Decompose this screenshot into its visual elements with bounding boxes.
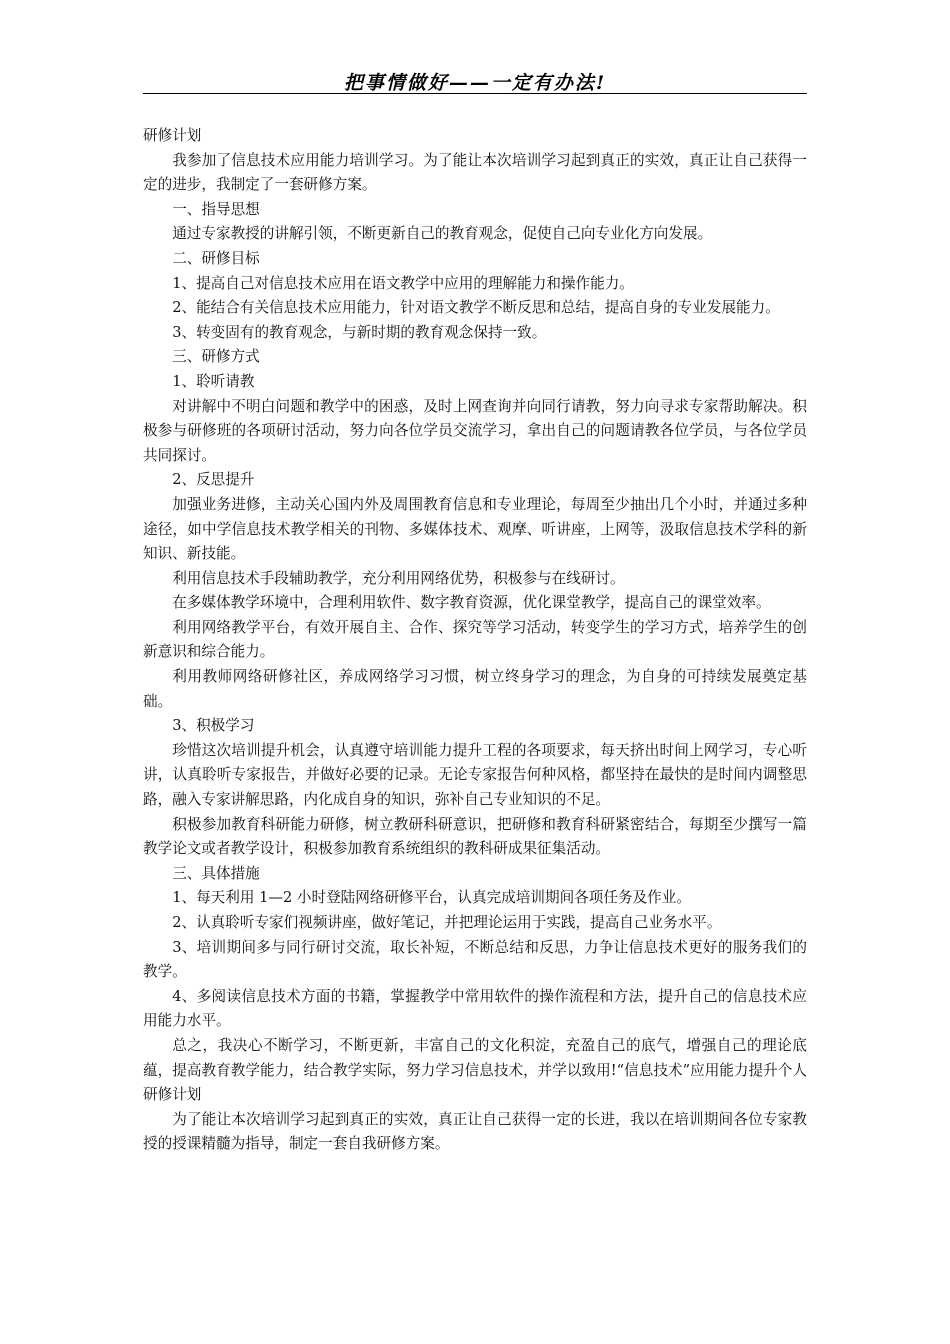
paragraph: 为了能让本次培训学习起到真正的实效，真正让自己获得一定的长进，我以在培训期间各位专家教授的授课精髓为指导，制定一套自我研修方案。 [143, 1110, 807, 1153]
paragraph: 二、研修目标 [172, 249, 260, 267]
paragraph: 2、能结合有关信息技术应用能力，针对语文教学不断反思和总结，提高自身的专业发展能力。 [172, 299, 780, 317]
paragraph: 利用网络教学平台，有效开展自主、合作、探究等学习活动，转变学生的学习方式，培养学生的创新意识和综合能力。 [143, 618, 807, 661]
paragraph: 3、转变固有的教育观念，与新时期的教育观念保持一致。 [172, 323, 547, 341]
document-body [143, 124, 807, 1157]
page-header [143, 60, 807, 94]
paragraph: 在多媒体教学环境中，合理利用软件、数字教育资源，优化课堂教学，提高自己的课堂效率。 [172, 594, 771, 612]
paragraph: 对讲解中不明白问题和教学中的困惑，及时上网查询并向同行请教，努力向寻求专家帮助解决。积极参与研修班的各项研讨活动，努力向各位学员交流学习，拿出自己的问题请教各位学员，与各位学员共同探讨。 [143, 397, 807, 464]
paragraph: 我参加了信息技术应用能力培训学习。为了能让本次培训学习起到真正的实效，真正让自己获得一定的进步，我制定了一套研修方案。 [143, 151, 807, 194]
header-motto: 把事情做好——一定有办法! [343, 72, 607, 94]
paragraph: 3、培训期间多与同行研讨交流，取长补短，不断总结和反思，力争让信息技术更好的服务我们的教学。 [143, 938, 807, 981]
paragraph: 1、聆听请教 [172, 372, 255, 390]
paragraph: 三、具体措施 [172, 864, 260, 882]
paragraph: 利用教师网络研修社区，养成网络学习习惯，树立终身学习的理念，为自身的可持续发展奠定基础。 [143, 668, 807, 710]
paragraph: 通过专家教授的讲解引领，不断更新自己的教育观念，促使自己向专业化方向发展。 [172, 225, 713, 243]
paragraph: 一、指导思想 [172, 200, 260, 218]
paragraph: 2、认真聆听专家们视频讲座，做好笔记，并把理论运用于实践，提高自己业务水平。 [172, 914, 722, 931]
paragraph: 4、多阅读信息技术方面的书籍，掌握教学中常用软件的操作流程和方法，提升自己的信息技术应用能力水平。 [143, 987, 807, 1030]
paragraph: 1、提高自己对信息技术应用在语文教学中应用的理解能力和操作能力。 [172, 274, 634, 292]
paragraph: 加强业务进修，主动关心国内外及周围教育信息和专业理论，每周至少抽出几个小时，并通过多种途径，如中学信息技术教学相关的刊物、多媒体技术、观摩、听讲座，上网等，汲取信息技术学科的新知识、新技能。 [143, 495, 807, 563]
paragraph: 珍惜这次培训提升机会，认真遵守培训能力提升工程的各项要求，每天挤出时间上网学习，专心听讲，认真聆听专家报告，并做好必要的记录。无论专家报告何种风格，都坚持在最快的是时间内调整思路，融入专家讲解思路，内化成自身的知识，弥补自己专业知识的不足。 [143, 741, 807, 809]
paragraph: 三、研修方式 [172, 348, 260, 366]
paragraph: 2、反思提升 [172, 471, 255, 489]
paragraph: 利用信息技术手段辅助教学，充分利用网络优势，积极参与在线研讨。 [172, 569, 625, 587]
document-title: 研修计划 [143, 127, 202, 144]
header-divider [143, 93, 807, 94]
paragraph: 总之，我决心不断学习，不断更新，丰富自己的文化积淀，充盈自己的底气，增强自己的理论底蕴，提高教育教学能力，结合教学实际，努力学习信息技术，并学以致用!“信息技术”应用能力提升个人研修计划 [143, 1036, 807, 1104]
paragraph: 3、积极学习 [172, 717, 255, 735]
paragraph: 1、每天利用 1—2 小时登陆网络研修平台，认真完成培训期间各项任务及作业。 [172, 889, 691, 907]
paragraph: 积极参加教育科研能力研修，树立教研科研意识，把研修和教育科研紧密结合，每期至少撰写一篇教学论文或者教学设计，积极参加教育系统组织的教科研成果征集活动。 [143, 815, 807, 858]
